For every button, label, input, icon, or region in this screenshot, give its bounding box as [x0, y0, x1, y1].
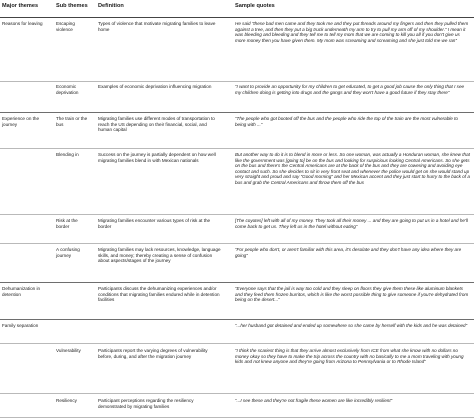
- row-quote-dehumanization: “Everyone says that the jail is way too cold and they sleep on floors they give them these like aluminum blankets and they feed them frozen burritos, which is like the worst possible thing to give someone if you're dehydrated from being on the desert...”: [235, 286, 469, 302]
- row-major-reasons-for-leaving: Reasons for leaving: [2, 21, 43, 26]
- row-definition-train-or-bus: Migrating families use different modes of transportation to reach the US depending on their financial, social, and human capital: [98, 116, 215, 132]
- row-quote-economic-deprivation: “I want to provide an opportunity for my children to get educated, to get a good job cause the only thing that I see my children doing is getting into drugs and the gangs and they won't have a good future if they stay there”: [235, 84, 465, 95]
- row-definition-escaping-violence: Types of violence that motivate migrating families to leave home: [98, 21, 216, 32]
- row-divider: [0, 282, 474, 283]
- header-sub-themes: Sub themes: [56, 3, 88, 9]
- row-quote-vulnerability: “I think the scariest thing is that they arrive almost exclusively from ICE from what she know with no dollars no money okay so they have to make the trip across the country with no basically to me a mom traveling with young kids and not knew anyone and they're going from Arizona to Pennsylvania or to Rhode Island”: [235, 348, 464, 364]
- row-quote-confusing-journey: “For people who don't, or aren't familiar with this area, it's desolate and they don't have any idea where they are going”: [235, 247, 462, 258]
- table-header: [0, 0, 474, 18]
- row-divider: [0, 112, 474, 113]
- row-major-experience-on-the-journey: Experience on the journey: [2, 116, 40, 127]
- row-definition-resiliency: Participant perceptions regarding the resiliency demonstrated by migrating families: [98, 398, 194, 409]
- row-divider: [0, 243, 474, 244]
- row-divider: [0, 214, 474, 215]
- row-quote-blending-in: But another way to do it is to blend in more or less. So one woman, was actually a Honduran woman, she knew that like the government was [going to] be on the bus and looking for suspicious looking Central Americans. So she gets on the bus and there's the Central Americans are at the back of the bus and they are cowering and avoiding eye contact and such. So she decides to sit in very front seat and whenever the police would get on she would stand up very straight and proud and say “Good morning” and her Mexican accent and they just start to hurry to the back of a bus and grab the Central Americans and throw them off the bus: [235, 152, 470, 185]
- row-sub-resiliency: Resiliency: [56, 398, 77, 403]
- header-sample-quotes: Sample quotes: [235, 3, 275, 9]
- row-quote-family-separation: “...her husband got detained and ended up somewhere so she came by herself with the kids and he was detained”: [235, 323, 468, 328]
- row-divider: [0, 148, 474, 149]
- row-definition-blending-in: Success on the journey is partially dependent on how well migrating families blend in with Mexican nationals: [98, 152, 216, 163]
- row-sub-train-or-bus: The train or the bus: [56, 116, 88, 127]
- row-divider: [0, 343, 474, 344]
- header-definition: Definition: [98, 3, 124, 9]
- row-divider: [0, 319, 474, 320]
- row-major-dehumanization: Dehumanization in detention: [2, 286, 41, 297]
- row-definition-dehumanization: Participants discuss the dehumanizing experiences and/or conditions that migrating families endured while in detention facilities: [98, 286, 220, 302]
- row-quote-train-or-bus: “The people who got booted off the bus and the people who ride the top of the train are the most vulnerable to being with ...”: [235, 116, 458, 127]
- table-bottom-rule: [0, 417, 474, 418]
- row-sub-risk-at-border: Risk at the border: [56, 218, 78, 229]
- row-quote-escaping-violence: He said “these bad men came and they took me and they put threads around my fingers and then they pulled them against a tree, and then they put a big truck underneath my arm to try to pull my arm off of my shoulder.” I mean it was bleeding and bleeding and they tell me to tell my mom that we are coming to kill you all if you don't give us more money then you have given them. My mom was screaming and screaming and she just told me we ran”: [235, 21, 469, 43]
- row-definition-confusing-journey: Migrating families may lack resources, knowledge, language skills, and money; thereby creating a sense of confusion about aspects/stages of the journey: [98, 247, 221, 263]
- row-sub-vulnerability: Vulnerability: [56, 348, 81, 353]
- row-divider: [0, 393, 474, 394]
- row-definition-risk-at-border: Migrating families encounter various types of risk at the border: [98, 218, 211, 229]
- header-major-themes: Major themes: [2, 3, 39, 9]
- row-quote-resiliency: “...I see these and they're not fragile these women are like incredibly resilient”: [235, 398, 393, 403]
- row-definition-vulnerability: Participants report the varying degrees of vulnerability before, during, and after the migration journey: [98, 348, 208, 359]
- row-sub-confusing-journey: A confusing journey: [56, 247, 80, 258]
- row-major-family-separation: Family separation: [2, 323, 39, 328]
- row-definition-economic-deprivation: Examples of economic deprivation influencing migration: [98, 84, 212, 89]
- row-sub-escaping-violence: Escaping violence: [56, 21, 75, 32]
- row-sub-blending-in: Blending in: [56, 152, 79, 157]
- row-quote-risk-at-border: [The coyotes] left with all of my money. They took all their money ... and they are going to put us in a hotel and he'll come back to get us. They left us in the hotel without eating”: [235, 218, 468, 229]
- row-sub-economic-deprivation: Economic deprivation: [56, 84, 79, 95]
- row-divider: [0, 81, 474, 82]
